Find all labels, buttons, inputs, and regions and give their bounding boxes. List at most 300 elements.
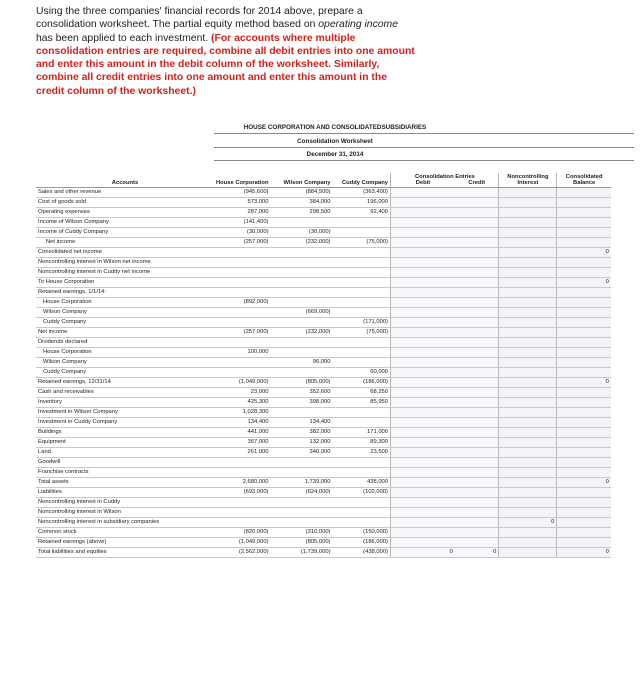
- noncontrolling-cell[interactable]: [499, 407, 557, 417]
- cuddy-value: [333, 347, 391, 357]
- table-row: [36, 517, 611, 527]
- credit-cell[interactable]: [455, 487, 499, 497]
- debit-cell[interactable]: [391, 387, 455, 397]
- account-label: Cost of goods sold: [36, 197, 214, 207]
- consolidated-cell[interactable]: [557, 297, 611, 307]
- consolidated-cell[interactable]: [557, 217, 611, 227]
- wilson-value: 398,000: [271, 397, 333, 407]
- house-value: [214, 497, 271, 507]
- table-row: [36, 447, 611, 457]
- house-value: (693,000): [214, 487, 271, 497]
- account-label: Total liabilities and equities: [36, 547, 214, 557]
- consolidated-cell[interactable]: [557, 347, 611, 357]
- cuddy-value: (75,000): [333, 327, 391, 337]
- house-value: 367,000: [214, 437, 271, 447]
- consolidated-cell[interactable]: [557, 417, 611, 427]
- table-row: [36, 307, 611, 317]
- credit-cell[interactable]: [455, 467, 499, 477]
- col-consolidated: Consolidated Balance: [557, 173, 611, 187]
- credit-cell[interactable]: [455, 237, 499, 247]
- debit-cell[interactable]: [391, 507, 455, 517]
- account-label: Income of Wilson Company: [36, 217, 214, 227]
- credit-cell[interactable]: [455, 537, 499, 547]
- debit-cell[interactable]: [391, 237, 455, 247]
- noncontrolling-cell[interactable]: [499, 207, 557, 217]
- noncontrolling-cell[interactable]: [499, 277, 557, 287]
- consolidated-cell[interactable]: [557, 207, 611, 217]
- account-label: Retained earnings, 12/31/14: [36, 377, 214, 387]
- debit-cell[interactable]: [391, 277, 455, 287]
- house-value: (2,562,000): [214, 547, 271, 557]
- credit-cell[interactable]: [455, 527, 499, 537]
- consolidated-cell[interactable]: [557, 527, 611, 537]
- house-value: 134,400: [214, 417, 271, 427]
- consolidated-cell[interactable]: [557, 447, 611, 457]
- noncontrolling-cell[interactable]: [499, 347, 557, 357]
- credit-cell[interactable]: [455, 437, 499, 447]
- cuddy-value: [333, 467, 391, 477]
- debit-cell[interactable]: [391, 427, 455, 437]
- table-row: [36, 217, 611, 227]
- house-value: [214, 337, 271, 347]
- table-row: [36, 247, 611, 257]
- noncontrolling-cell[interactable]: [499, 437, 557, 447]
- table-row: [36, 327, 611, 337]
- debit-cell[interactable]: [391, 337, 455, 347]
- consolidated-cell[interactable]: [557, 487, 611, 497]
- house-value: 23,000: [214, 387, 271, 397]
- house-value: (257,000): [214, 237, 271, 247]
- debit-cell[interactable]: [391, 367, 455, 377]
- account-label: Franchise contracts: [36, 467, 214, 477]
- noncontrolling-cell[interactable]: 0: [499, 517, 557, 527]
- credit-cell[interactable]: [455, 287, 499, 297]
- cuddy-value: 171,000: [333, 427, 391, 437]
- wilson-value: 352,600: [271, 387, 333, 397]
- credit-cell[interactable]: 0: [455, 547, 499, 557]
- account-label: Investment in Wilson Company: [36, 407, 214, 417]
- account-label: Goodwill: [36, 457, 214, 467]
- account-label: Cuddy Company: [36, 367, 214, 377]
- account-label: Investment in Cuddy Company: [36, 417, 214, 427]
- wilson-value: [271, 367, 333, 377]
- credit-cell[interactable]: [455, 197, 499, 207]
- instructions-italic: operating income: [318, 19, 398, 31]
- account-label: Noncontrolling interest in Cuddy net income: [36, 267, 214, 277]
- house-value: 261,000: [214, 447, 271, 457]
- wilson-value: (232,000): [271, 237, 333, 247]
- account-label: Noncontrolling interest in Cuddy: [36, 497, 214, 507]
- consolidated-cell[interactable]: [557, 327, 611, 337]
- consolidated-cell[interactable]: [557, 337, 611, 347]
- col-debit-label: Debit: [415, 180, 431, 186]
- instructions-red-note: (For accounts where multiple consolidation entries are required, combine all debit entries into one amount and enter this amount in the debit column of the worksheet. Similarly, combine all credit entries into one amount and enter this amount in the credit column of the worksheet.): [36, 32, 415, 97]
- noncontrolling-cell[interactable]: [499, 497, 557, 507]
- house-value: 100,000: [214, 347, 271, 357]
- debit-cell[interactable]: [391, 297, 455, 307]
- account-label: Common stock: [36, 527, 214, 537]
- credit-cell[interactable]: [455, 397, 499, 407]
- debit-cell[interactable]: [391, 307, 455, 317]
- house-value: [214, 517, 271, 527]
- debit-cell[interactable]: [391, 327, 455, 337]
- cuddy-value: 196,000: [333, 197, 391, 207]
- cuddy-value: (186,000): [333, 377, 391, 387]
- debit-cell[interactable]: [391, 527, 455, 537]
- consolidated-cell[interactable]: [557, 197, 611, 207]
- cuddy-value: [333, 407, 391, 417]
- consolidated-cell[interactable]: [557, 397, 611, 407]
- credit-cell[interactable]: [455, 297, 499, 307]
- cuddy-value: 438,000: [333, 477, 391, 487]
- table-row: [36, 377, 611, 387]
- consolidated-cell[interactable]: [557, 537, 611, 547]
- credit-cell[interactable]: [455, 477, 499, 487]
- account-label: Noncontrolling interest in Wilson: [36, 507, 214, 517]
- debit-cell[interactable]: [391, 457, 455, 467]
- col-nci: Noncontrolling Interest: [499, 173, 557, 187]
- house-value: 441,000: [214, 427, 271, 437]
- wilson-value: (30,000): [271, 227, 333, 237]
- debit-cell[interactable]: [391, 187, 455, 197]
- debit-cell[interactable]: [391, 357, 455, 367]
- table-row: [36, 337, 611, 347]
- noncontrolling-cell[interactable]: [499, 477, 557, 487]
- debit-cell[interactable]: [391, 377, 455, 387]
- account-label: Land: [36, 447, 214, 457]
- cuddy-value: [333, 287, 391, 297]
- cuddy-value: (438,000): [333, 547, 391, 557]
- credit-cell[interactable]: [455, 407, 499, 417]
- debit-cell[interactable]: [391, 497, 455, 507]
- credit-cell[interactable]: [455, 317, 499, 327]
- house-value: 2,680,000: [214, 477, 271, 487]
- date-divider: [214, 160, 634, 161]
- debit-cell[interactable]: 0: [391, 547, 455, 557]
- wilson-value: (669,000): [271, 307, 333, 317]
- wilson-value: 384,000: [271, 197, 333, 207]
- credit-cell[interactable]: [455, 457, 499, 467]
- consolidated-cell[interactable]: [557, 187, 611, 197]
- credit-cell[interactable]: [455, 327, 499, 337]
- noncontrolling-cell[interactable]: [499, 297, 557, 307]
- house-value: [214, 317, 271, 327]
- wilson-value: (884,500): [271, 187, 333, 197]
- noncontrolling-cell[interactable]: [499, 467, 557, 477]
- debit-cell[interactable]: [391, 207, 455, 217]
- cuddy-value: 85,950: [333, 397, 391, 407]
- credit-cell[interactable]: [455, 447, 499, 457]
- consolidated-cell[interactable]: 0: [557, 377, 611, 387]
- table-row: [36, 547, 611, 557]
- cuddy-value: [333, 417, 391, 427]
- debit-cell[interactable]: [391, 397, 455, 407]
- account-label: Noncontrolling interest in Wilson net income: [36, 257, 214, 267]
- credit-cell[interactable]: [455, 257, 499, 267]
- wilson-value: 340,000: [271, 447, 333, 457]
- noncontrolling-cell[interactable]: [499, 547, 557, 557]
- credit-cell[interactable]: [455, 517, 499, 527]
- credit-cell[interactable]: [455, 367, 499, 377]
- debit-cell[interactable]: [391, 287, 455, 297]
- table-row: [36, 237, 611, 247]
- table-row: [36, 357, 611, 367]
- worksheet-header-row: [36, 173, 611, 187]
- house-value: [214, 507, 271, 517]
- wilson-value: (310,000): [271, 527, 333, 537]
- noncontrolling-cell[interactable]: [499, 267, 557, 277]
- house-value: [214, 467, 271, 477]
- credit-cell[interactable]: [455, 377, 499, 387]
- cuddy-value: [333, 267, 391, 277]
- debit-cell[interactable]: [391, 317, 455, 327]
- noncontrolling-cell[interactable]: [499, 447, 557, 457]
- wilson-value: (805,000): [271, 377, 333, 387]
- house-value: [214, 457, 271, 467]
- wilson-value: [271, 277, 333, 287]
- account-label: Noncontrolling interest in subsidiary companies: [36, 517, 214, 527]
- col-credit-label: Credit: [468, 180, 486, 186]
- consolidated-cell[interactable]: [557, 237, 611, 247]
- credit-cell[interactable]: [455, 357, 499, 367]
- house-value: [214, 367, 271, 377]
- wilson-value: (232,000): [271, 327, 333, 337]
- credit-cell[interactable]: [455, 227, 499, 237]
- account-label: Equipment: [36, 437, 214, 447]
- consolidated-cell[interactable]: [557, 307, 611, 317]
- credit-cell[interactable]: [455, 267, 499, 277]
- house-value: (141,400): [214, 217, 271, 227]
- cuddy-value: 68,250: [333, 387, 391, 397]
- consolidated-cell[interactable]: 0: [557, 277, 611, 287]
- account-label: Operating expenses: [36, 207, 214, 217]
- noncontrolling-cell[interactable]: [499, 367, 557, 377]
- account-label: Net income: [36, 237, 214, 247]
- debit-cell[interactable]: [391, 347, 455, 357]
- wilson-value: (1,739,000): [271, 547, 333, 557]
- consolidated-cell[interactable]: [557, 427, 611, 437]
- debit-cell[interactable]: [391, 477, 455, 487]
- wilson-value: [271, 267, 333, 277]
- col-accounts: Accounts: [36, 173, 214, 187]
- account-label: Wilson Company: [36, 307, 214, 317]
- table-row: [36, 417, 611, 427]
- wilson-value: (805,000): [271, 537, 333, 547]
- noncontrolling-cell[interactable]: [499, 487, 557, 497]
- debit-cell[interactable]: [391, 417, 455, 427]
- debit-cell[interactable]: [391, 447, 455, 457]
- noncontrolling-cell[interactable]: [499, 387, 557, 397]
- noncontrolling-cell[interactable]: [499, 337, 557, 347]
- table-row: [36, 477, 611, 487]
- credit-cell[interactable]: [455, 347, 499, 357]
- debit-cell[interactable]: [391, 267, 455, 277]
- wilson-value: 1,739,000: [271, 477, 333, 487]
- house-value: (30,000): [214, 227, 271, 237]
- cuddy-value: 89,300: [333, 437, 391, 447]
- cuddy-value: [333, 337, 391, 347]
- table-row: [36, 317, 611, 327]
- house-value: (1,049,000): [214, 377, 271, 387]
- col-wilson: Wilson Company: [271, 173, 333, 187]
- table-row: [36, 367, 611, 377]
- house-value: (1,049,000): [214, 537, 271, 547]
- noncontrolling-cell[interactable]: [499, 527, 557, 537]
- cuddy-value: (363,400): [333, 187, 391, 197]
- consolidated-cell[interactable]: [557, 287, 611, 297]
- debit-cell[interactable]: [391, 537, 455, 547]
- credit-cell[interactable]: [455, 337, 499, 347]
- table-row: [36, 227, 611, 237]
- noncontrolling-cell[interactable]: [499, 327, 557, 337]
- worksheet-body: [36, 187, 611, 557]
- consolidated-cell[interactable]: [557, 457, 611, 467]
- account-label: Cash and receivables: [36, 387, 214, 397]
- cuddy-value: [333, 507, 391, 517]
- consolidated-cell[interactable]: 0: [557, 547, 611, 557]
- noncontrolling-cell[interactable]: [499, 457, 557, 467]
- credit-cell[interactable]: [455, 497, 499, 507]
- noncontrolling-cell[interactable]: [499, 247, 557, 257]
- table-row: [36, 277, 611, 287]
- cuddy-value: (75,000): [333, 237, 391, 247]
- subtitle-divider: [214, 147, 634, 148]
- table-row: [36, 267, 611, 277]
- credit-cell[interactable]: [455, 387, 499, 397]
- table-row: [36, 387, 611, 397]
- wilson-value: [271, 287, 333, 297]
- credit-cell[interactable]: [455, 247, 499, 257]
- account-label: To House Corporation: [36, 277, 214, 287]
- noncontrolling-cell[interactable]: [499, 217, 557, 227]
- noncontrolling-cell[interactable]: [499, 257, 557, 267]
- debit-cell[interactable]: [391, 517, 455, 527]
- table-row: [36, 297, 611, 307]
- table-row: [36, 507, 611, 517]
- table-row: [36, 197, 611, 207]
- credit-cell[interactable]: [455, 507, 499, 517]
- consolidated-cell[interactable]: 0: [557, 247, 611, 257]
- consolidated-cell[interactable]: [557, 467, 611, 477]
- noncontrolling-cell[interactable]: [499, 197, 557, 207]
- table-row: [36, 527, 611, 537]
- worksheet-subtitle: Consolidation Worksheet: [297, 138, 373, 145]
- table-row: [36, 257, 611, 267]
- cuddy-value: [333, 257, 391, 267]
- house-value: (945,600): [214, 187, 271, 197]
- house-value: 1,028,300: [214, 407, 271, 417]
- debit-cell[interactable]: [391, 247, 455, 257]
- consolidated-cell[interactable]: [557, 357, 611, 367]
- consolidated-cell[interactable]: [557, 227, 611, 237]
- wilson-value: 134,400: [271, 417, 333, 427]
- worksheet-title: HOUSE CORPORATION AND CONSOLIDATEDSUBSIDIARIES: [243, 124, 427, 131]
- cuddy-value: [333, 277, 391, 287]
- cuddy-value: 23,500: [333, 447, 391, 457]
- credit-cell[interactable]: [455, 427, 499, 437]
- noncontrolling-cell[interactable]: [499, 377, 557, 387]
- consolidated-cell[interactable]: [557, 267, 611, 277]
- house-value: 573,000: [214, 197, 271, 207]
- noncontrolling-cell[interactable]: [499, 307, 557, 317]
- col-debit: [391, 173, 475, 187]
- debit-cell[interactable]: [391, 227, 455, 237]
- account-label: Liabilities: [36, 487, 214, 497]
- wilson-value: 132,000: [271, 437, 333, 447]
- noncontrolling-cell[interactable]: [499, 227, 557, 237]
- wilson-value: 96,000: [271, 357, 333, 367]
- debit-cell[interactable]: [391, 257, 455, 267]
- debit-cell[interactable]: [391, 487, 455, 497]
- consolidated-cell[interactable]: [557, 257, 611, 267]
- account-label: House Corporation: [36, 347, 214, 357]
- consolidated-cell[interactable]: [557, 387, 611, 397]
- noncontrolling-cell[interactable]: [499, 537, 557, 547]
- wilson-value: 382,000: [271, 427, 333, 437]
- wilson-value: [271, 407, 333, 417]
- consolidated-cell[interactable]: [557, 497, 611, 507]
- credit-cell[interactable]: [455, 307, 499, 317]
- credit-cell[interactable]: [455, 417, 499, 427]
- debit-cell[interactable]: [391, 217, 455, 227]
- house-value: (257,000): [214, 327, 271, 337]
- wilson-value: [271, 297, 333, 307]
- house-value: [214, 257, 271, 267]
- consolidated-cell[interactable]: [557, 407, 611, 417]
- noncontrolling-cell[interactable]: [499, 237, 557, 247]
- table-row: [36, 437, 611, 447]
- account-label: Sales and other revenue: [36, 187, 214, 197]
- credit-cell[interactable]: [455, 277, 499, 287]
- instructions-text: [36, 5, 416, 98]
- debit-cell[interactable]: [391, 197, 455, 207]
- noncontrolling-cell[interactable]: [499, 187, 557, 197]
- consolidated-cell[interactable]: [557, 317, 611, 327]
- debit-cell[interactable]: [391, 467, 455, 477]
- consolidated-cell[interactable]: 0: [557, 477, 611, 487]
- debit-cell[interactable]: [391, 407, 455, 417]
- consolidated-cell[interactable]: [557, 367, 611, 377]
- noncontrolling-cell[interactable]: [499, 507, 557, 517]
- account-label: Total assets: [36, 477, 214, 487]
- account-label: Consolidated net income: [36, 247, 214, 257]
- consolidated-cell[interactable]: [557, 437, 611, 447]
- credit-cell[interactable]: [455, 207, 499, 217]
- consolidated-cell[interactable]: [557, 517, 611, 527]
- table-row: [36, 457, 611, 467]
- credit-cell[interactable]: [455, 187, 499, 197]
- noncontrolling-cell[interactable]: [499, 417, 557, 427]
- noncontrolling-cell[interactable]: [499, 397, 557, 407]
- instructions-intro: Using the three companies' financial records for 2014 above, prepare a consolidation worksheet. The partial equity method based on: [36, 6, 363, 31]
- table-row: [36, 497, 611, 507]
- wilson-value: [271, 247, 333, 257]
- noncontrolling-cell[interactable]: [499, 287, 557, 297]
- account-label: Retained earnings (above): [36, 537, 214, 547]
- table-row: [36, 537, 611, 547]
- debit-cell[interactable]: [391, 437, 455, 447]
- consolidated-cell[interactable]: [557, 507, 611, 517]
- noncontrolling-cell[interactable]: [499, 427, 557, 437]
- table-row: [36, 187, 611, 197]
- noncontrolling-cell[interactable]: [499, 357, 557, 367]
- noncontrolling-cell[interactable]: [499, 317, 557, 327]
- house-value: [214, 357, 271, 367]
- cuddy-value: [333, 217, 391, 227]
- house-value: [214, 267, 271, 277]
- cuddy-value: [333, 247, 391, 257]
- credit-cell[interactable]: [455, 217, 499, 227]
